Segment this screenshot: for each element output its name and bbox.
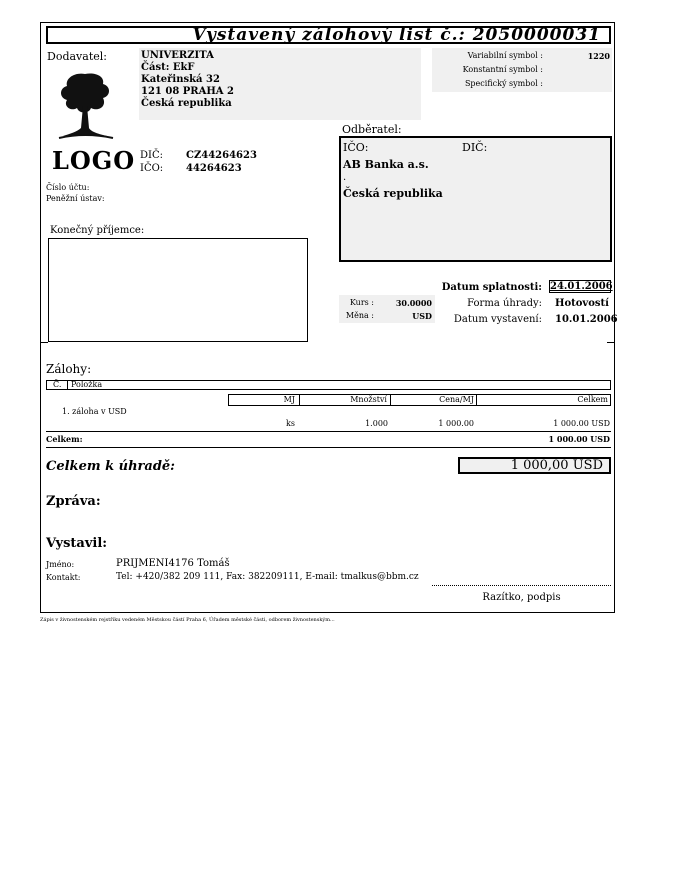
advances-subheader — [228, 394, 611, 406]
currency-value: USD — [412, 311, 432, 321]
supplier-ico-label: IČO: — [140, 163, 164, 174]
signature-line — [432, 585, 611, 586]
logo-text: LOGO — [52, 146, 136, 175]
col-mj: MJ — [283, 395, 295, 404]
final-recipient-label: Konečný příjemce: — [50, 225, 145, 236]
supplier-street: Kateřinská 32 — [141, 74, 220, 85]
col-separator — [67, 381, 68, 389]
sum-divider-bottom — [46, 447, 611, 448]
kurs-label: Kurs : — [349, 298, 374, 307]
customer-country: Česká republika — [343, 187, 443, 200]
col-no: Č. — [53, 380, 62, 389]
due-date-label: Datum splatnosti: — [441, 282, 542, 293]
advances-label: Zálohy: — [46, 362, 92, 376]
variable-symbol: 1220 — [587, 51, 610, 61]
message-label: Zpráva: — [46, 494, 101, 509]
col-qty: Množství — [350, 395, 387, 404]
issuer-contact-label: Kontakt: — [46, 573, 81, 582]
customer-dic-label: DIČ: — [462, 141, 488, 154]
supplier-ico: 44264623 — [186, 163, 242, 174]
item-qty: 1.000 — [365, 419, 388, 428]
supplier-label: Dodavatel: — [47, 50, 107, 63]
sum-divider — [46, 431, 611, 432]
final-recipient-box — [48, 238, 308, 342]
supplier-part: Část: EkF — [141, 62, 195, 73]
total-due-label: Celkem k úhradě: — [46, 459, 175, 474]
col-price: Cena/MJ — [439, 395, 474, 404]
currency-label: Měna : — [345, 311, 374, 320]
col-item: Položka — [71, 380, 103, 389]
variable-symbol-label: Variabilní symbol : — [467, 51, 543, 60]
issuer-name-label: Jméno: — [46, 560, 75, 569]
customer-label: Odběratel: — [342, 123, 402, 136]
sum-label: Celkem: — [46, 434, 83, 444]
tree-logo-icon — [55, 70, 115, 142]
supplier-dic-row — [140, 150, 163, 161]
customer-name: AB Banka a.s. — [343, 158, 429, 171]
footer-note: Zápis v živnostenském rejstříku vedeném Městskou částí Praha 6, Úřadem městské části, odborem živnostenským... — [40, 617, 335, 623]
issue-date-label: Datum vystavení: — [453, 314, 542, 325]
customer-address-dot: . — [343, 172, 347, 183]
divider-right — [607, 342, 615, 343]
divider-left — [40, 342, 48, 343]
bank-label: Peněžní ústav: — [46, 194, 105, 203]
due-date: 24.01.2006 — [550, 281, 613, 292]
supplier-city: 121 08 PRAHA 2 — [141, 86, 234, 97]
kurs-value: 30.0000 — [395, 298, 432, 308]
supplier-dic-label: DIČ: — [140, 150, 163, 161]
payment-form-label: Forma úhrady: — [467, 298, 542, 309]
title-bar — [46, 26, 611, 44]
issuer-contact: Tel: +420/382 209 111, Fax: 382209111, E-mail: tmalkus@bbm.cz — [116, 572, 419, 582]
supplier-name: UNIVERZITA — [141, 50, 214, 61]
item-price: 1 000.00 — [438, 419, 474, 428]
supplier-address — [141, 50, 234, 110]
document-title: Vystavený zálohový list č.: 2050000031 — [192, 25, 601, 45]
constant-symbol-label: Konstantní symbol : — [462, 65, 543, 74]
account-label: Číslo účtu: — [46, 183, 90, 192]
sum-value: 1 000.00 USD — [548, 434, 610, 444]
item-total: 1 000.00 USD — [553, 419, 610, 428]
issuer-label: Vystavil: — [46, 536, 108, 551]
payment-form: Hotovostí — [555, 298, 609, 309]
issuer-name: PRIJMENI4176 Tomáš — [116, 558, 230, 569]
specific-symbol-label: Specifický symbol : — [464, 79, 543, 88]
total-due-value: 1 000,00 USD — [458, 457, 611, 474]
advances-header — [46, 380, 611, 390]
col-total: Celkem — [577, 395, 608, 404]
supplier-dic: CZ44264623 — [186, 150, 257, 161]
item-mj: ks — [286, 419, 295, 428]
stamp-signature-label: Razítko, podpis — [482, 592, 561, 603]
issue-date: 10.01.2006 — [555, 314, 618, 325]
supplier-country: Česká republika — [141, 98, 232, 109]
item-name: 1. záloha v USD — [62, 407, 127, 416]
customer-ico-label: IČO: — [343, 141, 369, 154]
